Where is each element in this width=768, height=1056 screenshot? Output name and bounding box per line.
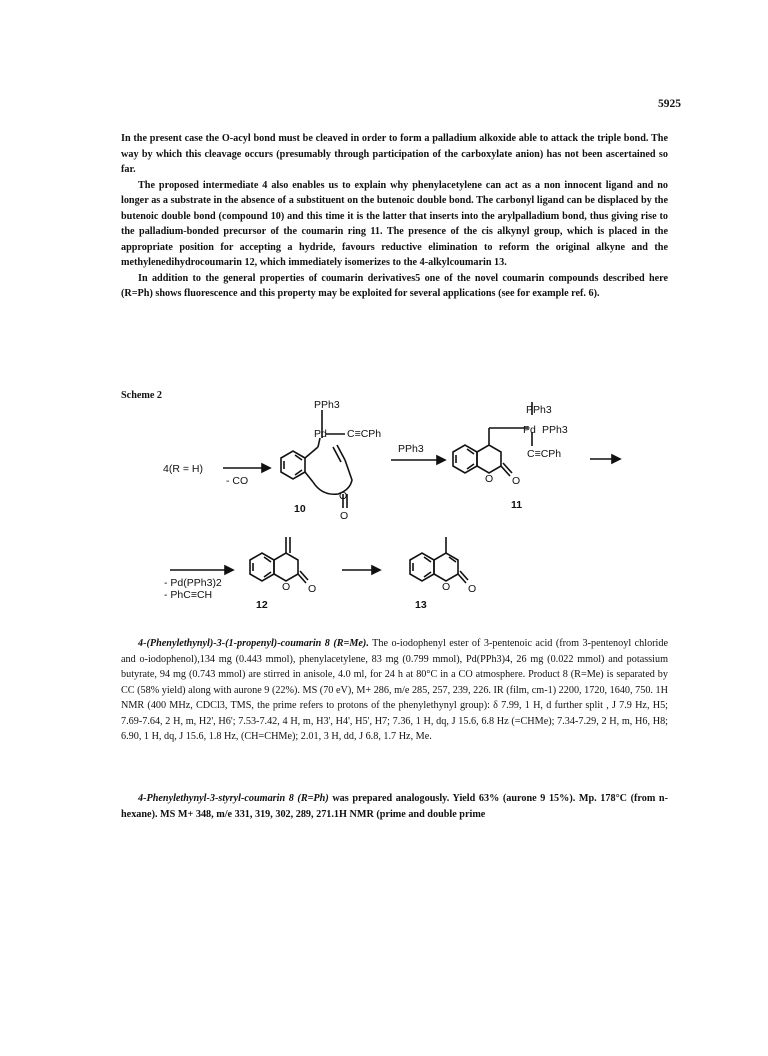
cmpd11-pph3-right: PPh3 bbox=[542, 424, 568, 436]
cmpd13-oxygen: O bbox=[442, 581, 451, 593]
arrow-5-head bbox=[372, 566, 380, 574]
step3-reagent-2: - PhC≡CH bbox=[164, 589, 213, 601]
cmpd11-lactone-ring bbox=[477, 445, 501, 473]
cmpd10-label: 10 bbox=[294, 503, 306, 515]
cmpd13-label: 13 bbox=[415, 599, 427, 611]
paragraph-2: The proposed intermediate 4 also enables us to explain why phenylacetylene can act as a non innocent ligand and no longer as a substrate in the absence of a substituent on the butenoic double bond. The carbonyl ligand can be displaced by the butenoic double bond (compound 10) and this time it is the latter that inserts into the arylpalladium bond, thus giving rise to the palladium-bonded precursor of the coumarin ring 11. The presence of the cis alkynyl group, which is placed in the appropriate position for accepting a hydride, favours reductive elimination to reform the original alkyne and the methylenedihydrocoumarin 12, which immediately isomerizes to the 4-alkylcoumarin 13. bbox=[121, 179, 668, 268]
cmpd11-label: 11 bbox=[511, 499, 523, 511]
experimental-paragraph-1 bbox=[121, 636, 668, 745]
cmpd12-oxygen: O bbox=[282, 581, 291, 593]
cmpd11-alkyne: C≡CPh bbox=[527, 448, 562, 460]
step2-reagent: PPh3 bbox=[398, 443, 424, 455]
arrow-3-head bbox=[612, 455, 620, 463]
cmpd10-oxygen: O bbox=[339, 490, 348, 502]
experimental-paragraph-2 bbox=[121, 791, 668, 822]
step1-reagent: - CO bbox=[226, 475, 249, 487]
cmpd10-alkyne: C≡CPh bbox=[347, 428, 382, 440]
compound-8-ph-procedure: was prepared analogously. Yield 63% (aurone 9 15%). Mp. 178°C (from n-hexane). MS M+ 348, m/e 331, 319, 302, 289, 271.1H NMR (prime and double prime bbox=[121, 793, 668, 820]
cmpd10-pph3: PPh3 bbox=[314, 399, 340, 411]
arrow-4-head bbox=[225, 566, 233, 574]
cmpd10-pd: Pd bbox=[314, 428, 327, 440]
cmpd12-lactone-ring bbox=[274, 553, 298, 581]
cmpd11-pd: Pd bbox=[523, 424, 536, 436]
cmpd11-oxygen: O bbox=[485, 473, 494, 485]
paragraph-3: In addition to the general properties of coumarin derivatives5 one of the novel coumarin compounds described here (R=Ph) shows fluorescence and this property may be exploited for several applications (see for example ref. 6). bbox=[121, 272, 668, 299]
cmpd12-carbonyl-oxygen: O bbox=[308, 583, 317, 595]
arrow-2-head bbox=[437, 456, 445, 464]
compound-8-ph-title: 4-Phenylethynyl-3-styryl-coumarin 8 (R=Ph) bbox=[138, 793, 329, 804]
scheme-label: Scheme 2 bbox=[121, 390, 163, 401]
reactant-label: 4(R = H) bbox=[163, 463, 203, 475]
page-number: 5925 bbox=[658, 98, 681, 110]
arrow-1-head bbox=[262, 464, 270, 472]
cmpd12-label: 12 bbox=[256, 599, 268, 611]
cmpd10-carbonyl-oxygen: O bbox=[340, 510, 349, 522]
compound-8-me-procedure: The o-iodophenyl ester of 3-pentenoic acid (from 3-pentenoyl chloride and o-iodophenol),134 mg (0.443 mmol), phenylacetylene, 83 mg (0.799 mmol), Pd(PPh3)4, 26 mg (0.022 mmol) and potassium butyrate, 94 mg (0.743 mmol) are stirred in anisole, 4.0 ml, for 24 h at 80°C in a CO atmosphere. Product 8 (R=Me) is separated by CC (58% yield) along with aurone 9 (22%). MS (70 eV), M+ 286, m/e 285, 257, 239, 226. IR (film, cm-1) 2200, 1720, 1640, 750. 1H NMR (400 MHz, CDCl3, TMS, the prime refers to protons of the phenylethynyl group): δ 7.99, 1 H, d further split , J 7.9 Hz, H5; 7.69-7.64, 2 H, m, H2', H6'; 7.53-7.42, 4 H, m, H3', H4', H5', H7; 7.36, 1 H, dq, J 15.6, 6.8 Hz (=CHMe); 7.34-7.29, 2 H, m, H6, H8; 6.90, 1 H, dq, J 15.6, 1.8 Hz, (CH=CHMe); 2.01, 3 H, dd, J 6.8, 1.7 Hz, Me. bbox=[121, 638, 669, 742]
cmpd11-carbonyl-oxygen: O bbox=[512, 475, 521, 487]
compound-8-me-title: 4-(Phenylethynyl)-3-(1-propenyl)-coumarin 8 (R=Me). bbox=[138, 638, 369, 649]
step3-reagent-1: - Pd(PPh3)2 bbox=[164, 577, 222, 589]
cmpd11-pph3-top: PPh3 bbox=[526, 404, 552, 416]
cmpd13-lactone-ring bbox=[434, 553, 458, 581]
cmpd13-carbonyl-oxygen: O bbox=[468, 583, 477, 595]
paragraph-1: In the present case the O-acyl bond must be cleaved in order to form a palladium alkoxide able to attack the triple bond. The way by which this cleavage occurs (presumably through participation of the carboxylate anion) has not been ascertained so far. bbox=[121, 133, 668, 175]
